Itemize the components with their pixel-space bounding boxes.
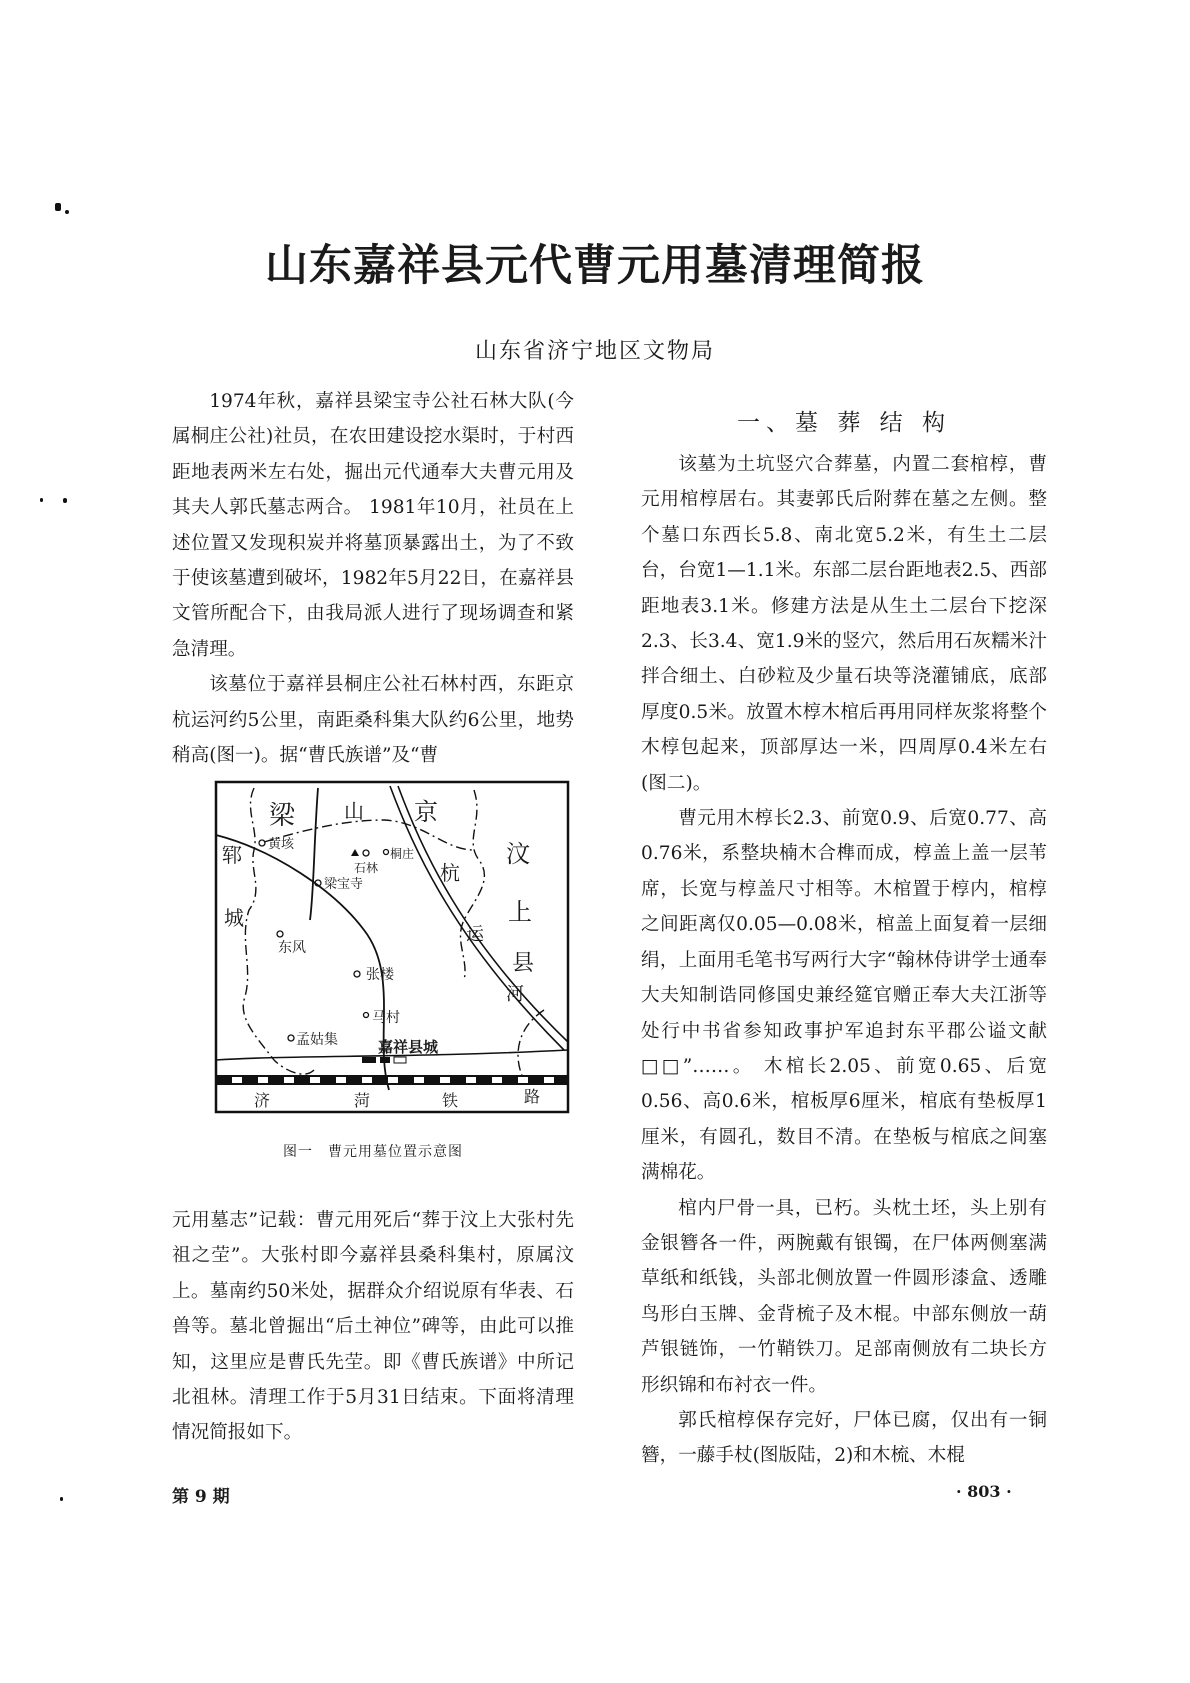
map-label-menggu: 孟姑集: [296, 1032, 338, 1048]
map-label-yun2: 郓: [222, 843, 242, 867]
county-boundary-southeast: [518, 1010, 544, 1080]
scan-speck: [65, 210, 69, 214]
map-drawing: [214, 780, 570, 1114]
map-label-shilin: 石林: [354, 861, 379, 875]
map-label-dongfeng: 东风: [278, 940, 306, 956]
right-column: [641, 447, 1047, 1474]
scan-speck: [55, 203, 61, 211]
map-label-yun: 运: [466, 924, 484, 945]
county-boundary-north: [264, 820, 474, 850]
map-label-shan: 山: [344, 799, 364, 823]
issue-number: 第 9 期: [172, 1487, 230, 1507]
map-label-liangbaosi: 梁宝寺: [324, 877, 364, 892]
map-label-rail-2: 菏: [354, 1091, 371, 1110]
paragraph-guo-coffin: 郭氏棺椁保存完好，尸体已腐，仅出有一铜簪，一藤手杖(图版陆，2)和木梳、木棍: [641, 1409, 1047, 1467]
paragraph-intro: 1974年秋，嘉祥县梁宝寺公社石林大队(今属桐庄公社)社员，在农田建设挖水渠时，于村西距地表两米左右处，掘出元代通奉大夫曹元用及其夫人郭氏墓志两合。 1981年10月，社员在上述位置又发现积炭并将墓顶暴露出土，为了不致于使该墓遭到破坏，1982年5月22日，在嘉祥县文管所配合下，由我局派人进行了现场调查和紧急清理。: [172, 391, 574, 660]
map-border: [216, 782, 568, 1112]
page-number: · 803 ·: [956, 1482, 1012, 1501]
scan-speck: [63, 498, 67, 503]
map-label-tongzhuang: 桐庄: [390, 847, 415, 861]
map-label-rail-3: 铁: [442, 1091, 459, 1110]
map-label-he: 河: [506, 984, 524, 1005]
map-label-macun: 马村: [372, 1010, 400, 1026]
map-label-cheng: 城: [224, 906, 244, 930]
map-label-jing: 京: [414, 798, 438, 826]
map-label-zhanglou: 张楼: [366, 967, 394, 983]
map-label-xian: 县: [512, 951, 535, 976]
map-label-liang: 梁: [269, 801, 296, 831]
section-heading-tomb-structure: 一、墓 葬 结 构: [737, 410, 951, 436]
scan-speck: [60, 1497, 63, 1501]
map-label-hang: 杭: [440, 861, 460, 885]
settlement-huangcheng: [259, 840, 265, 846]
map-label-shang: 上: [508, 898, 532, 926]
settlement-shilin: [363, 850, 369, 856]
settlement-macun: [364, 1013, 369, 1018]
paragraph-records: 元用墓志”记载：曹元用死后“葬于汶上大张村先祖之茔”。大张村即今嘉祥县桑科集村，原属汶上。墓南约50米处，据群众介绍说原有华表、石兽等。墓北曾掘出“后土神位”碑等，由此可以推知，这里应是曹氏先茔。即《曹氏族谱》中所记北祖林。清理工作于5月31日结束。下面将清理情况简报如下。: [172, 1210, 574, 1444]
map-label-rail-1: 济: [254, 1091, 271, 1110]
map-label-rail-4: 路: [524, 1087, 541, 1106]
peak-icon: [351, 849, 359, 856]
map-label-wen: 汶: [506, 840, 530, 868]
settlement-dongfeng: [277, 931, 283, 937]
map-label-huangcheng: 黄垓: [268, 837, 295, 852]
paragraph-location: 该墓位于嘉祥县桐庄公社石林村西，东距京杭运河约5公里，南距桑科集大队约6公里，地势稍高(图一)。据“曹氏族谱”及“曹: [172, 674, 574, 767]
map-label-jiaxiang: 嘉祥县城: [378, 1038, 439, 1056]
settlement-menggu: [288, 1035, 294, 1041]
road-north: [310, 788, 318, 920]
article-author: 山东省济宁地区文物局: [474, 339, 715, 364]
settlement-zhanglou: [354, 971, 360, 977]
paragraph-structure: 该墓为土坑竖穴合葬墓，内置二套棺椁，曹元用棺椁居右。其妻郭氏后附葬在墓之左侧。整个墓口东西长5.8、南北宽5.2米，有生土二层台，台宽1—1.1米。东部二层台距地表2.5、西部距地表3.1米。修建方法是从生土二层台下挖深2.3、长3.4、宽1.9米的竖穴，然后用石灰糯米汁拌合细土、白砂粒及少量石块等浇灌铺底，底部厚度0.5米。放置木椁木棺后再用同样灰浆将整个木椁包起来，顶部厚达一米，四周厚0.4米左右(图二)。: [641, 454, 1047, 794]
paragraph-coffin: 曹元用木椁长2.3、前宽0.9、后宽0.77、高0.76米，系整块楠木合榫而成，椁盖上盖一层苇席，长宽与椁盖尺寸相等。木棺置于椁内，棺椁之间距离仅0.05—0.08米，棺盖上面复着一层细绢，上面用毛笔书写两行大字“翰林侍讲学士通奉大夫知制诰同修国史兼经筵官赠正奉大夫江浙等处行中书省参知政事护军追封东平郡公谥文献□□”……。 木棺长2.05、前宽0.65、后宽0.56、高0.6米，棺板厚6厘米，棺底有垫板厚1厘米，有圆孔，数目不清。在垫板与棺底之间塞满棉花。: [641, 808, 1047, 1184]
figure-caption: 图一 曹元用墓位置示意图: [283, 1144, 463, 1160]
left-column: [172, 384, 574, 773]
county-seat-block-2: [380, 1057, 390, 1063]
left-column-continued: [172, 1203, 574, 1451]
scan-speck: [40, 498, 43, 502]
county-seat-block-1: [362, 1057, 376, 1063]
settlement-tongzhuang: [384, 850, 389, 855]
figure-location-map: [214, 780, 570, 1114]
county-seat-block-3: [394, 1057, 406, 1063]
county-boundary-east: [460, 790, 484, 980]
paragraph-remains: 棺内尸骨一具，已朽。头枕土坯，头上别有金银簪各一件，两腕戴有银镯，在尸体两侧塞满草纸和纸钱，头部北侧放置一件圆形漆盒、透雕鸟形白玉牌、金背梳子及木棍。中部东侧放一葫芦银链饰，一竹鞘铁刀。足部南侧放有二块长方形织锦和布衬衣一件。: [641, 1197, 1047, 1396]
article-title: 山东嘉祥县元代曹元用墓清理简报: [265, 241, 925, 291]
